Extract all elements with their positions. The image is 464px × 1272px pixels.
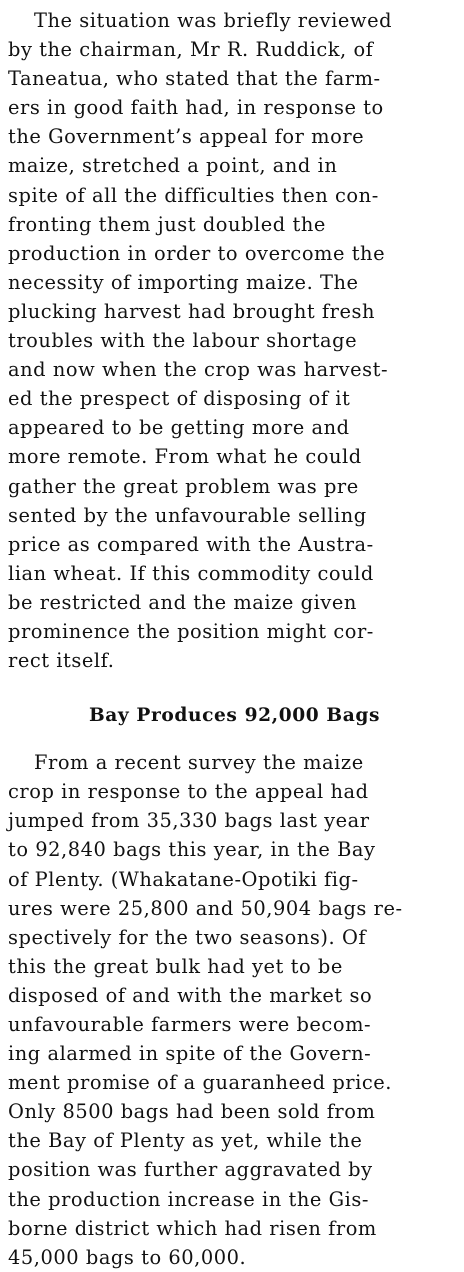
article-line: Only 8500 bags had been sold from [8, 1100, 376, 1124]
article-line: troubles with the labour shortage [8, 329, 358, 353]
article-line: by the chairman, Mr R. Ruddick, of [8, 38, 374, 62]
article-line: From a recent survey the maize [34, 751, 364, 775]
article-line: Taneatua, who stated that the farm- [8, 67, 381, 91]
article-line: the Government’s appeal for more [8, 125, 365, 149]
article-line: prominence the position might cor- [8, 619, 374, 643]
article-line: sented by the unfavourable selling [8, 503, 367, 527]
article-line: jumped from 35,330 bags last year [8, 809, 370, 833]
article-line: the Bay of Plenty as yet, while the [8, 1129, 363, 1153]
article-line: gather the great problem was pre [8, 474, 359, 498]
article-subheading: Bay Produces 92,000 Bags [88, 705, 381, 727]
article-line: spectively for the two seasons). Of [8, 925, 367, 949]
article-line: be restricted and the maize given [8, 590, 357, 614]
article-line: lian wheat. If this commodity could [8, 561, 374, 585]
article-line: ed the prespect of disposing of it [8, 387, 351, 411]
article-line: price as compared with the Austra- [8, 532, 374, 556]
article-line: of Plenty. (Whakatane-Opotiki fig- [8, 867, 359, 891]
article-line: ment promise of a guaranheed price. [8, 1071, 393, 1095]
article-line: disposed of and with the market so [8, 983, 373, 1007]
article-line: The situation was briefly reviewed [34, 9, 393, 32]
article-line: and now when the crop was harvest- [8, 358, 389, 382]
paragraph-2 [8, 748, 461, 1272]
paragraph-1 [8, 6, 461, 675]
article-line: maize, stretched a point, and in [8, 154, 338, 178]
article-line: 45,000 bags to 60,000. [8, 1245, 247, 1269]
article-line: borne district which had risen from [8, 1216, 377, 1240]
news-article-column [8, 0, 461, 1272]
article-line: to 92,840 bags this year, in the Bay [8, 838, 376, 862]
article-line: necessity of importing maize. The [8, 270, 359, 294]
article-line: more remote. From what he could [8, 445, 362, 469]
article-line: plucking harvest had brought fresh [8, 299, 376, 323]
article-line: the production increase in the Gis- [8, 1187, 370, 1211]
article-line: spite of all the difficulties then con- [8, 183, 379, 207]
article-line: this the great bulk had yet to be [8, 954, 343, 978]
article-line: production in order to overcome the [8, 241, 386, 265]
article-line: appeared to be getting more and [8, 416, 350, 440]
article-line: rect itself. [8, 649, 115, 673]
paragraph-gap [8, 675, 461, 684]
article-line: ers in good faith had, in response to [8, 96, 384, 120]
article-line: fronting them just doubled the [8, 212, 326, 236]
article-line: position was further aggravated by [8, 1158, 373, 1182]
article-line: unfavourable farmers were becom- [8, 1013, 372, 1036]
article-line: crop in response to the appeal had [8, 780, 369, 804]
article-line: ures were 25,800 and 50,904 bags re- [8, 896, 403, 920]
article-line: ing alarmed in spite of the Govern- [8, 1042, 372, 1066]
